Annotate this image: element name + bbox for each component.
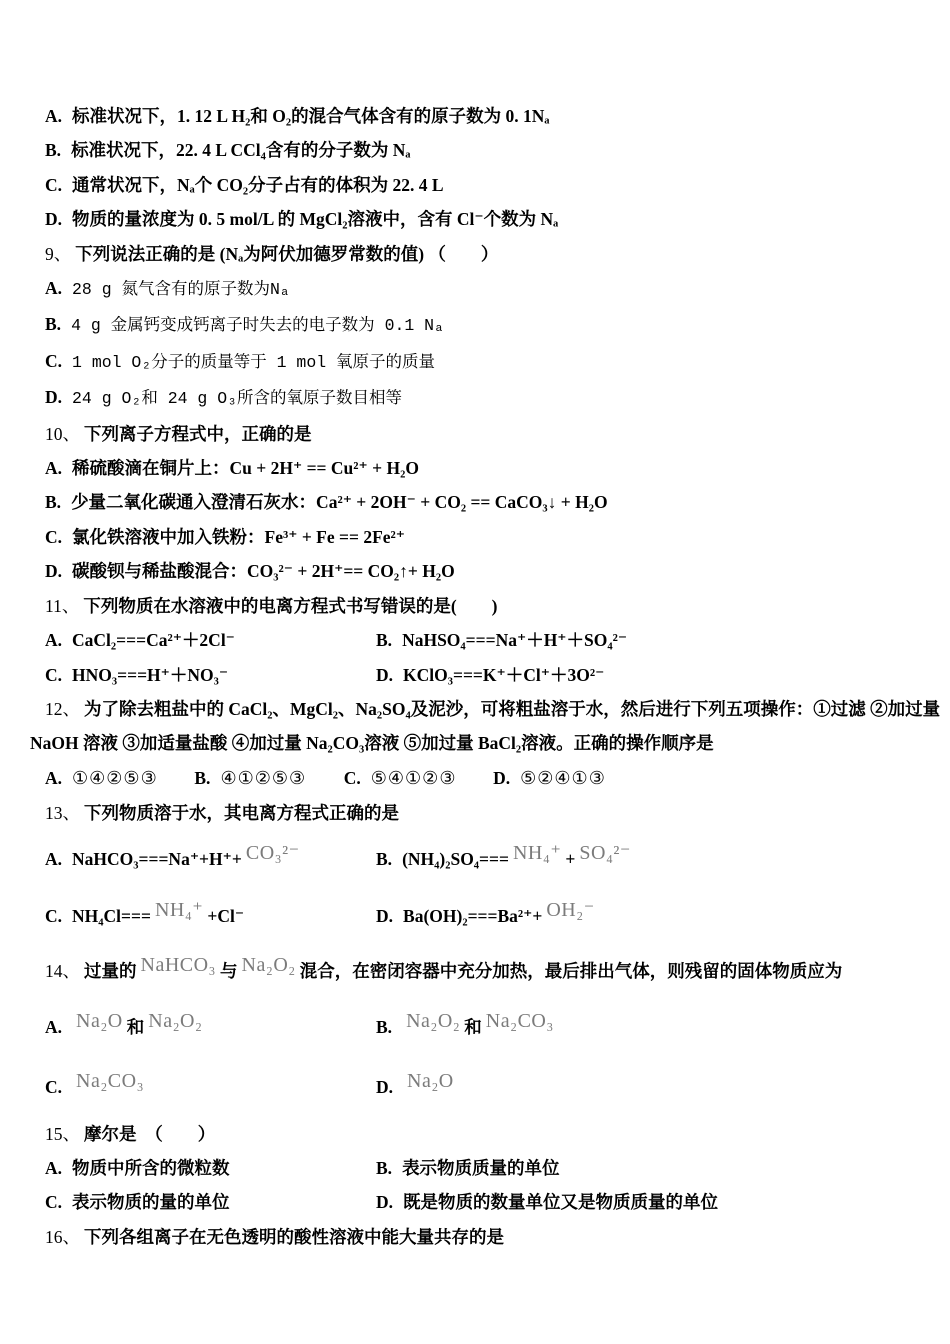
option-label: A.: [45, 1016, 63, 1037]
option-text: 少量二氧化碳通入澄清石灰水：Ca²⁺ + 2OH⁻ + CO₂ == CaCO₃↓ + H₂O: [71, 492, 608, 513]
equation-formula-image: Na₂CO₃: [485, 1009, 554, 1032]
question-block-10: [45, 417, 930, 589]
q10-option-c: [45, 520, 930, 554]
option-label: D.: [45, 561, 63, 582]
option-text: KClO₃===K⁺＋Cl⁺＋3O²⁻: [403, 664, 605, 685]
option-text: ④①②⑤③: [220, 767, 307, 789]
q12-option-c: [344, 761, 489, 796]
option-label: A.: [45, 278, 63, 299]
option-label: D.: [376, 905, 394, 926]
option-label: D.: [45, 387, 63, 408]
q9-stem: [45, 237, 930, 271]
option-text: 1 mol O₂分子的质量等于 1 mol 氧原子的质量: [72, 352, 436, 372]
equation-formula-image: Na₂O₂: [406, 1009, 461, 1032]
option-label: A.: [45, 1157, 63, 1178]
question-stem-text: 为了除去粗盐中的 CaCl₂、MgCl₂、Na₂SO₄及泥沙，可将粗盐溶于水，然后进行下列五项操作：①过滤 ②加过量: [84, 698, 941, 719]
option-label: A.: [45, 848, 63, 869]
question-number: 14、: [45, 960, 80, 981]
q8-option-c: [45, 168, 930, 202]
question-stem-text: 摩尔是 （ ）: [84, 1123, 216, 1144]
q12-option-b: [194, 761, 339, 796]
equation-formula-image: Na₂CO₃: [76, 1069, 145, 1092]
option-text: ⑤②④①③: [520, 767, 606, 789]
q8-option-a: [45, 99, 930, 133]
option-label: C.: [45, 664, 63, 685]
q13-option-c: C. NH₄Cl=== NH₄⁺ +Cl⁻: [45, 898, 245, 926]
q14-option-d: [376, 1057, 458, 1117]
q15-options-row-1: [45, 1151, 930, 1185]
option-label: C.: [45, 526, 63, 547]
q15-options-row-2: [45, 1185, 930, 1219]
q14-option-b: B. Na₂O₂ 和 Na₂CO₃: [376, 997, 558, 1057]
option-text: NaHSO₄===Na⁺＋H⁺＋SO₄²⁻: [402, 630, 628, 651]
question-stem-text: NaOH 溶液 ③加适量盐酸 ④加过量 Na₂CO₃溶液 ⑤加过量 BaCl₂溶液。正确的操作顺序是: [30, 733, 714, 754]
option-label: A.: [45, 630, 63, 651]
option-text: 稀硫酸滴在铜片上：Cu + 2H⁺ == Cu²⁺ + H₂O: [72, 458, 419, 479]
question-stem-text: 下列离子方程式中，正确的是: [84, 423, 312, 444]
question-stem-text: 下列各组离子在无色透明的酸性溶液中能大量共存的是: [84, 1226, 504, 1247]
option-label: D.: [45, 209, 63, 230]
option-text: 标准状况下，22. 4 L CCl₄含有的分子数为 Nₐ: [71, 140, 411, 161]
q15-option-d: [376, 1185, 718, 1219]
q13-option-b: B. (NH₄)₂SO₄=== NH₄⁺ + SO₄²⁻: [376, 831, 635, 888]
option-label: B.: [376, 630, 393, 651]
q11-option-d: [376, 658, 604, 692]
option-text: 氯化铁溶液中加入铁粉：Fe³⁺ + Fe == 2Fe²⁺: [72, 526, 406, 547]
q14-options-row-2: [45, 1057, 930, 1117]
q8-option-b: [45, 133, 930, 167]
q9-option-d: [45, 380, 930, 416]
q12-options-row: [45, 761, 930, 796]
question-block-8: [45, 99, 930, 237]
equation-formula-image: NaHCO₃: [140, 953, 217, 976]
q9-option-b: [45, 307, 930, 343]
question-number: 16、: [45, 1226, 80, 1247]
option-text: 碳酸钡与稀盐酸混合：CO₃²⁻ + 2H⁺== CO₂↑+ H₂O: [72, 561, 455, 582]
q15-option-a: [45, 1151, 376, 1185]
question-number: 15、: [45, 1123, 80, 1144]
q11-options-row-2: [45, 658, 930, 692]
q13-options-row-1: [45, 831, 930, 888]
q11-option-c: [45, 658, 376, 692]
option-label: D.: [376, 1076, 394, 1097]
q12-stem-line-1: [45, 692, 941, 726]
question-number: 9、: [45, 243, 72, 264]
option-text: ①④②⑤③: [72, 767, 158, 789]
option-text: 表示物质质量的单位: [402, 1157, 560, 1178]
question-block-9: [45, 237, 930, 417]
option-label: C.: [45, 1192, 63, 1213]
option-text: 既是物质的数量单位又是物质质量的单位: [403, 1192, 719, 1213]
equation-formula-image: NH₄⁺: [512, 841, 562, 864]
option-label: C.: [45, 350, 63, 371]
question-stem-text: 下列物质在水溶液中的电离方程式书写错误的是( ): [83, 595, 498, 616]
option-label: D.: [376, 664, 394, 685]
equation-text: NH₄Cl===: [72, 905, 151, 926]
q15-stem: [45, 1117, 930, 1151]
option-text: 表示物质的量的单位: [72, 1192, 230, 1213]
q14-option-a: A. Na₂O 和 Na₂O₂: [45, 997, 376, 1057]
option-text: 物质的量浓度为 0. 5 mol/L 的 MgCl₂溶液中，含有 Cl⁻个数为 Nₐ: [72, 209, 559, 230]
q15-option-c: [45, 1185, 376, 1219]
option-label: C.: [45, 905, 63, 926]
question-number: 13、: [45, 803, 80, 824]
question-block-12: [30, 692, 941, 796]
question-block-14: [45, 945, 930, 1117]
question-block-11: [45, 589, 930, 692]
question-number: 12、: [45, 698, 80, 719]
option-label: C.: [343, 767, 361, 788]
q12-option-a: [45, 761, 190, 796]
q14-stem: 14、 过量的 NaHCO₃ 与 Na₂O₂ 混合，在密闭容器中充分加热，最后排出气体，则残留的固体物质应为: [45, 953, 843, 981]
option-text: 通常状况下，Nₐ个 CO₂分子占有的体积为 22. 4 L: [72, 174, 444, 195]
question-stem-text: 过量的: [84, 960, 137, 981]
q13-stem: [45, 796, 930, 830]
option-label: C.: [45, 174, 63, 195]
equation-formula-image: Na₂O: [407, 1069, 454, 1092]
q12-stem-line-2: [30, 726, 930, 760]
option-label: C.: [45, 1076, 63, 1097]
question-number: 10、: [45, 423, 80, 444]
equation-text: Ba(OH)₂===Ba²⁺+: [403, 905, 543, 926]
option-text: 标准状况下，1. 12 L H₂和 O₂的混合气体含有的原子数为 0. 1Nₐ: [72, 106, 550, 126]
option-label: B.: [376, 848, 393, 869]
option-text: ⑤④①②③: [370, 767, 457, 789]
equation-text: NaHCO₃===Na⁺+H⁺+: [72, 848, 242, 869]
question-stem-text: 下列说法正确的是 (Nₐ为阿伏加德罗常数的值) （ ）: [75, 243, 499, 264]
q15-option-b: [376, 1151, 560, 1185]
q10-option-a: [45, 451, 930, 485]
equation-formula-image: Na₂O₂: [241, 953, 296, 976]
q9-option-c: [45, 344, 930, 380]
equation-formula-image: Na₂O: [76, 1009, 123, 1032]
option-text: 24 g O₂和 24 g O₃所含的氧原子数目相等: [72, 389, 403, 409]
option-text: 28 g 氮气含有的原子数为Nₐ: [72, 280, 290, 300]
option-label: B.: [45, 140, 62, 161]
option-label: B.: [194, 767, 211, 788]
option-text: HNO₃===H⁺＋NO₃⁻: [72, 664, 229, 685]
q10-option-b: [45, 485, 930, 519]
question-block-13: [45, 796, 930, 944]
option-label: D.: [376, 1192, 394, 1213]
option-text: 物质中所含的微粒数: [72, 1157, 230, 1178]
equation-formula-image: NH₄⁺: [154, 898, 204, 921]
q12-option-d: [493, 761, 638, 796]
question-block-16: [45, 1220, 930, 1254]
option-label: B.: [376, 1016, 393, 1037]
q11-options-row-1: [45, 623, 930, 657]
q11-stem: [45, 589, 930, 623]
q14-option-c: [45, 1057, 376, 1117]
equation-formula-image: OH₂⁻: [546, 898, 595, 921]
q8-option-d: [45, 202, 930, 236]
option-text: CaCl₂===Ca²⁺＋2Cl⁻: [72, 630, 235, 651]
q16-stem: [45, 1220, 930, 1254]
q10-option-d: [45, 554, 930, 588]
option-label: B.: [376, 1157, 393, 1178]
q13-option-a: [45, 831, 376, 888]
equation-text: (NH₄)₂SO₄===: [402, 848, 509, 869]
question-number: 11、: [45, 595, 80, 616]
question-stem-text: 下列物质溶于水，其电离方程式正确的是: [84, 803, 399, 824]
q14-options-row-1: [45, 997, 930, 1057]
equation-formula-image: CO₃²⁻: [245, 841, 300, 864]
equation-formula-image: SO₄²⁻: [579, 841, 631, 864]
equation-formula-image: Na₂O₂: [148, 1009, 203, 1032]
q10-stem: [45, 417, 930, 451]
q13-option-d: [376, 888, 599, 945]
option-label: B.: [45, 492, 62, 513]
q13-options-row-2: [45, 888, 930, 945]
option-text: 4 g 金属钙变成钙离子时失去的电子数为 0.1 Nₐ: [71, 316, 444, 336]
question-block-15: [45, 1117, 930, 1220]
option-label: A.: [45, 106, 63, 126]
q11-option-b: [376, 623, 627, 657]
option-label: A.: [45, 458, 63, 479]
option-label: B.: [45, 314, 62, 335]
option-label: A.: [45, 767, 63, 788]
q9-option-a: [45, 271, 930, 307]
q11-option-a: [45, 623, 376, 657]
option-label: D.: [493, 767, 511, 788]
